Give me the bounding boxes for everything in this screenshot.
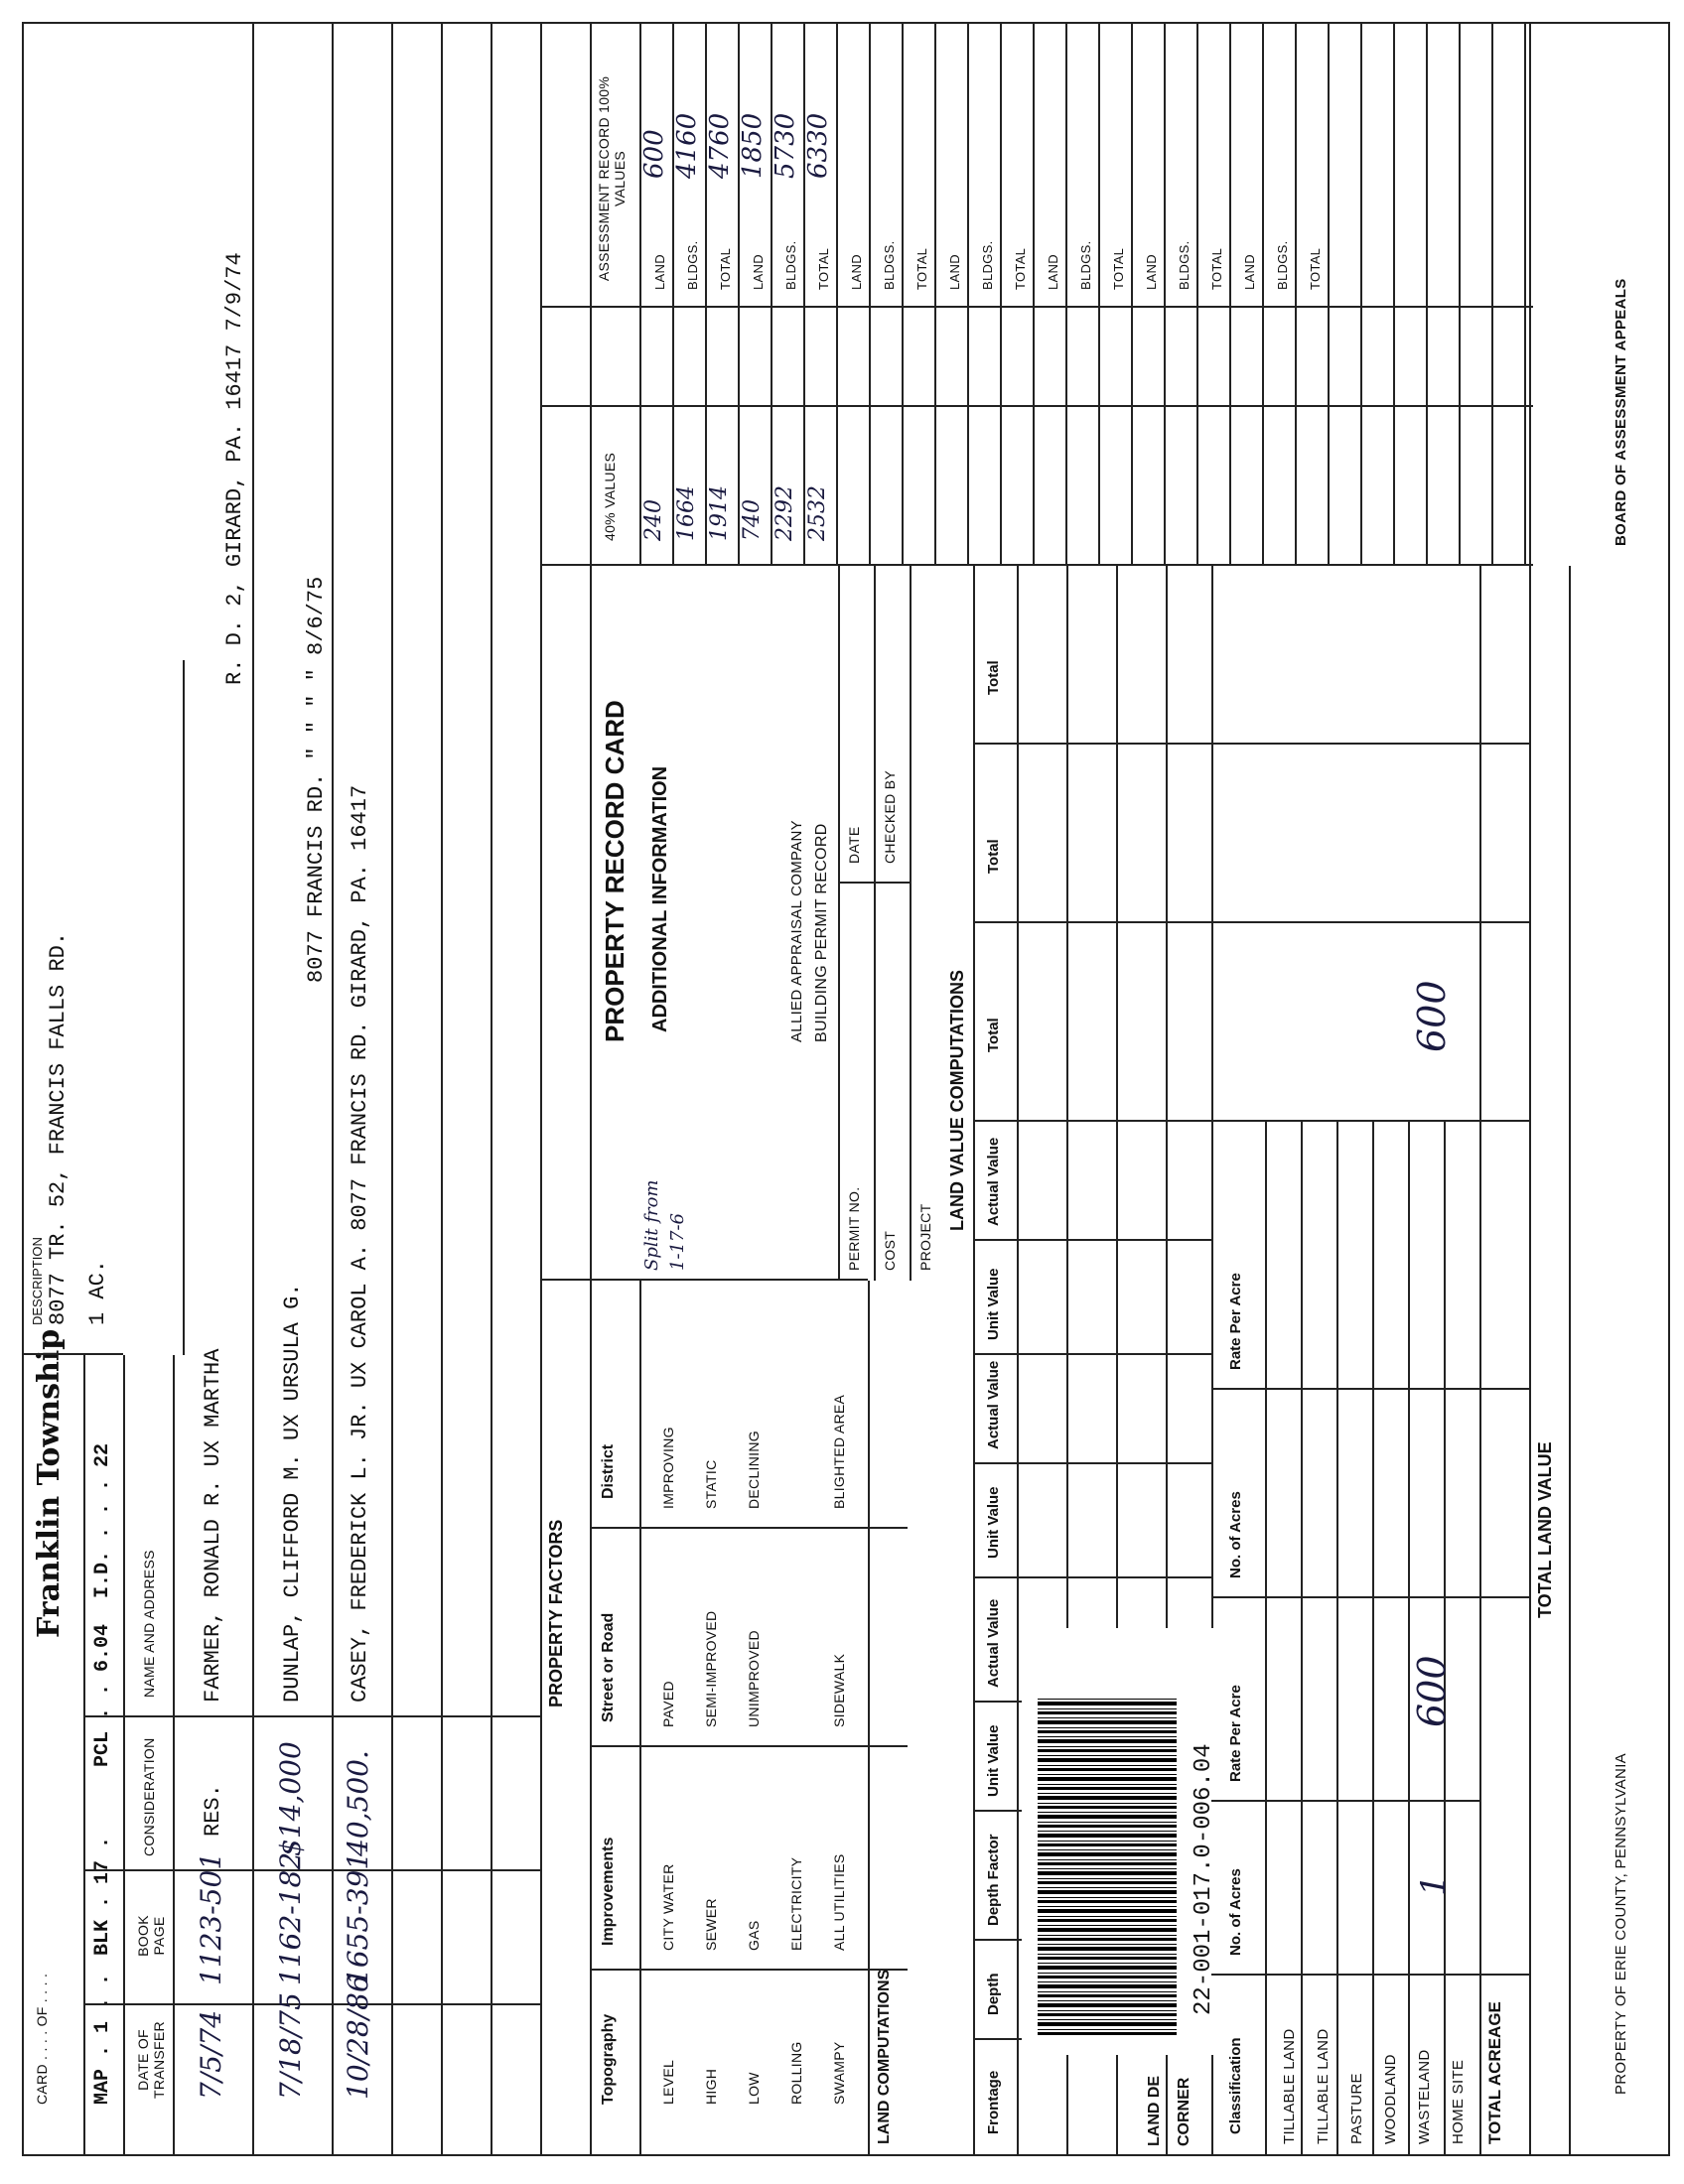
footer-right: BOARD OF ASSESSMENT APPEALS [1613,278,1629,546]
barcode-graphic [1038,1698,1177,2035]
forty-value: 2292 [772,485,797,541]
transfer-name: CASEY, FREDERICK L. JR. UX CAROL A. 8077 FRANCIS RD. GIRARD, PA. 16417 [348,784,372,1703]
transfer-name: DUNLAP, CLIFFORD M. UX URSULA G. [280,1283,305,1703]
district-improving: IMPROVING [660,1427,676,1509]
transfer-consideration: 40,500. [342,1750,374,1856]
row-label: TOTAL [1308,247,1323,290]
col-rate-per-acre-2: Rate Per Acre [1227,1273,1244,1370]
transfer-address: R. D. 2, GIRARD, PA. 16417 7/9/74 [222,252,247,685]
description-label: DESCRIPTION [30,1237,45,1325]
home-site-total: 600 [1410,980,1454,1052]
value-grid-line [738,22,740,566]
col-no-of-acres-2: No. of Acres [1227,1491,1244,1578]
class-woodland: WOODLAND [1382,2054,1399,2144]
class-grid-line [1444,1122,1446,2154]
topography-rolling: ROLLING [788,2041,804,2105]
col-actual-value: Actual Value [985,1598,1002,1688]
hundred-value: 1850 [738,112,768,179]
value-grid-line [803,22,805,566]
handnote-parcel: 1-17-6 [667,1213,688,1271]
pcl-value: PCL . . 6.04 [91,1623,114,1767]
value-grid-line [1131,22,1133,566]
class-wasteland: WASTELAND [1416,2049,1433,2144]
col-consideration: CONSIDERATION [141,1737,157,1856]
col-date-transfer: DATE OF TRANSFER [135,2021,167,2099]
value-grid-line [836,22,838,566]
value-grid-line [1065,22,1067,566]
card-of-label: CARD . . . . OF . . . . [34,1973,50,2105]
row-label: TOTAL [1209,247,1224,290]
transfer-date: 7/18/75 [274,1992,307,2100]
street-unimproved: UNIMPROVED [746,1630,762,1727]
col-topography: Topography [600,2013,617,2105]
value-grid-line [1459,22,1461,566]
property-factors-title: PROPERTY FACTORS [546,1519,566,1707]
row-label: LAND [1144,254,1159,290]
col-unit-value-2: Unit Value [985,1486,1002,1559]
parcel-id: 22-001-017.0-006.04 [1191,1743,1217,2015]
value-grid-line [1033,22,1035,566]
value-grid-line [672,22,674,566]
row-label: TOTAL [816,247,831,290]
row-label: LAND [751,254,766,290]
forty-value: 1664 [674,485,699,541]
record-card-title: PROPERTY RECORD CARD [600,700,630,1042]
value-grid-line [705,22,707,566]
row-label: TOTAL [1013,247,1028,290]
street-sidewalk: SIDEWALK [831,1653,847,1727]
land-value-computations-title: LAND VALUE COMPUTATIONS [947,970,967,1231]
value-grid-line [902,22,904,566]
transfer-consideration: $14,000 [274,1741,307,1856]
hundred-value: 6330 [803,112,833,179]
value-grid-line [1098,22,1100,566]
col-unit-value-3: Unit Value [985,1268,1002,1340]
row-label: BLDGS. [1078,240,1093,290]
total-acreage-label: TOTAL ACREAGE [1485,2001,1504,2144]
row-label: TOTAL [718,247,733,290]
blk-value: BLK . 17 . [91,1836,114,1956]
id-value: I.D. . . . 22 [91,1442,114,1598]
checked-by-label: CHECKED BY [882,769,898,864]
permit-cost-label: COST [882,1230,898,1271]
footer-left: PROPERTY OF ERIE COUNTY, PENNSYLVANIA [1613,1753,1629,2095]
land-computations-title: LAND COMPUTATIONS [876,1969,893,2144]
value-grid-line [771,22,772,566]
row-label: TOTAL [914,247,929,290]
forty-value: 740 [740,499,765,541]
col-actual-value-2: Actual Value [985,1360,1002,1449]
header-divider [24,1353,123,1355]
row-label: LAND [1242,254,1257,290]
col-no-of-acres: No. of Acres [1227,1868,1244,1956]
col-street-road: Street or Road [600,1612,617,1722]
value-grid-line [1229,22,1231,566]
project-label: PROJECT [917,1203,933,1271]
row-label: BLDGS. [882,240,897,290]
header-rule [83,1355,85,2154]
class-grid-line [1336,1122,1338,2154]
class-home-site: HOME SITE [1450,2059,1467,2144]
improvement-sewer: SEWER [703,1898,719,1951]
col-improvements: Improvements [600,1837,617,1946]
class-grid-line [1408,1122,1410,2154]
topography-low: LOW [746,2072,762,2105]
row-label: TOTAL [1111,247,1126,290]
col-actual-value-3: Actual Value [985,1137,1002,1226]
value-grid-line [869,22,871,566]
transfer-book: 1162-182 [274,1851,307,1985]
transfer-consideration: RES. [201,1784,225,1837]
value-grid-line [934,22,936,566]
col-depth-factor: Depth Factor [985,1834,1002,1926]
transfer-date: 7/5/74 [195,2009,227,2100]
value-grid-line [967,22,969,566]
row-label: BLDGS. [1177,240,1192,290]
value-grid-line [1328,22,1330,566]
row-label: LAND [1046,254,1060,290]
class-tillable-land: TILLABLE LAND [1281,2028,1298,2144]
forty-value: 240 [641,499,666,541]
street-semi-improved: SEMI-IMPROVED [703,1610,719,1727]
class-pasture: PASTURE [1348,2073,1365,2144]
transfer-book: 1655-391 [342,1851,374,1985]
description-line2: 1 AC. [85,1259,110,1325]
transfer-name: FARMER, RONALD R. UX MARTHA [201,1348,225,1703]
forty-value: 2532 [805,485,830,541]
forty-value: 1914 [707,485,732,541]
hundred-value: 4760 [705,112,735,179]
topography-swampy: SWAMPY [831,2041,847,2105]
row-label: LAND [947,254,962,290]
permit-date-label: DATE [846,826,862,864]
map-value: MAP . 1 . . [91,1973,114,2105]
township-title: Franklin Township [32,1328,67,1638]
value-grid-line [1524,22,1526,566]
row-label: BLDGS. [1275,240,1290,290]
district-declining: DECLINING [746,1431,762,1509]
value-grid-line [1164,22,1166,566]
improvement-city-water: CITY WATER [660,1863,676,1951]
home-site-rate: 600 [1410,1655,1454,1727]
value-grid-line [1000,22,1002,566]
improvements-list [647,1853,861,1951]
topography-list [647,2041,861,2105]
col-district: District [600,1443,617,1499]
hundred-value: 600 [639,129,669,179]
district-list [647,1395,861,1509]
col-frontage: Frontage [985,2070,1002,2134]
row-label: LAND [652,254,667,290]
col-total-3: Total [985,660,1002,695]
land-de-label: LAND DE [1146,2075,1163,2146]
district-blighted-area: BLIGHTED AREA [831,1394,847,1509]
building-permit-label: BUILDING PERMIT RECORD [813,823,830,1042]
transfer-address: 8077 FRANCIS RD. " " " " 8/6/75 [304,576,329,983]
col-rate-per-acre: Rate Per Acre [1227,1685,1244,1782]
handnote-split-from: Split from [641,1179,662,1271]
class-grid-line [1301,1122,1303,2154]
class-tillable-land-2: TILLABLE LAND [1315,2028,1332,2144]
value-grid-line [1360,22,1362,566]
topography-level: LEVEL [660,2059,676,2105]
forty-percent-header: 40% VALUES [602,452,618,541]
col-classification: Classification [1227,2037,1244,2134]
improvement-all-utilities: ALL UTILITIES [831,1853,847,1951]
value-grid-line [1262,22,1264,566]
value-grid-line [1295,22,1297,566]
permit-no-label: PERMIT NO. [846,1186,862,1271]
col-total-2: Total [985,839,1002,874]
street-paved: PAVED [660,1681,676,1727]
row-label: LAND [849,254,864,290]
transfer-date: 10/28/86 [342,1975,374,2100]
hundred-value: 4160 [672,112,702,179]
improvement-electricity: ELECTRICITY [788,1856,804,1951]
home-site-acres: 1 [1414,1874,1454,1896]
street-list [647,1611,861,1727]
value-grid-line [1393,22,1395,566]
hundred-value: 5730 [771,112,800,179]
allied-appraisal-label: ALLIED APPRAISAL COMPANY [788,820,805,1042]
corner-label: CORNER [1176,2077,1193,2146]
class-grid-line [1372,1122,1374,2154]
transfer-book: 1123-501 [195,1851,227,1985]
row-label: BLDGS. [783,240,798,290]
value-grid-line [1196,22,1198,566]
assessment-record-header: ASSESSMENT RECORD 100% VALUES [596,75,628,282]
value-grid-line [1491,22,1493,566]
total-land-value-label: TOTAL LAND VALUE [1535,1441,1555,1618]
col-depth: Depth [985,1973,1002,2015]
district-static: STATIC [703,1459,719,1509]
value-grid-line [1426,22,1428,566]
col-total-1: Total [985,1018,1002,1052]
additional-info-label: ADDITIONAL INFORMATION [649,765,671,1032]
description-line1: 8077 TR. 52, FRANCIS FALLS RD. [46,931,70,1325]
col-name-address: NAME AND ADDRESS [141,1550,157,1698]
row-label: BLDGS. [980,240,995,290]
row-label: BLDGS. [685,240,700,290]
col-book-page: BOOK PAGE [135,1915,167,1957]
improvement-gas: GAS [746,1920,762,1951]
topography-high: HIGH [703,2068,719,2105]
property-record-card [22,22,1670,2156]
col-unit-value: Unit Value [985,1724,1002,1797]
